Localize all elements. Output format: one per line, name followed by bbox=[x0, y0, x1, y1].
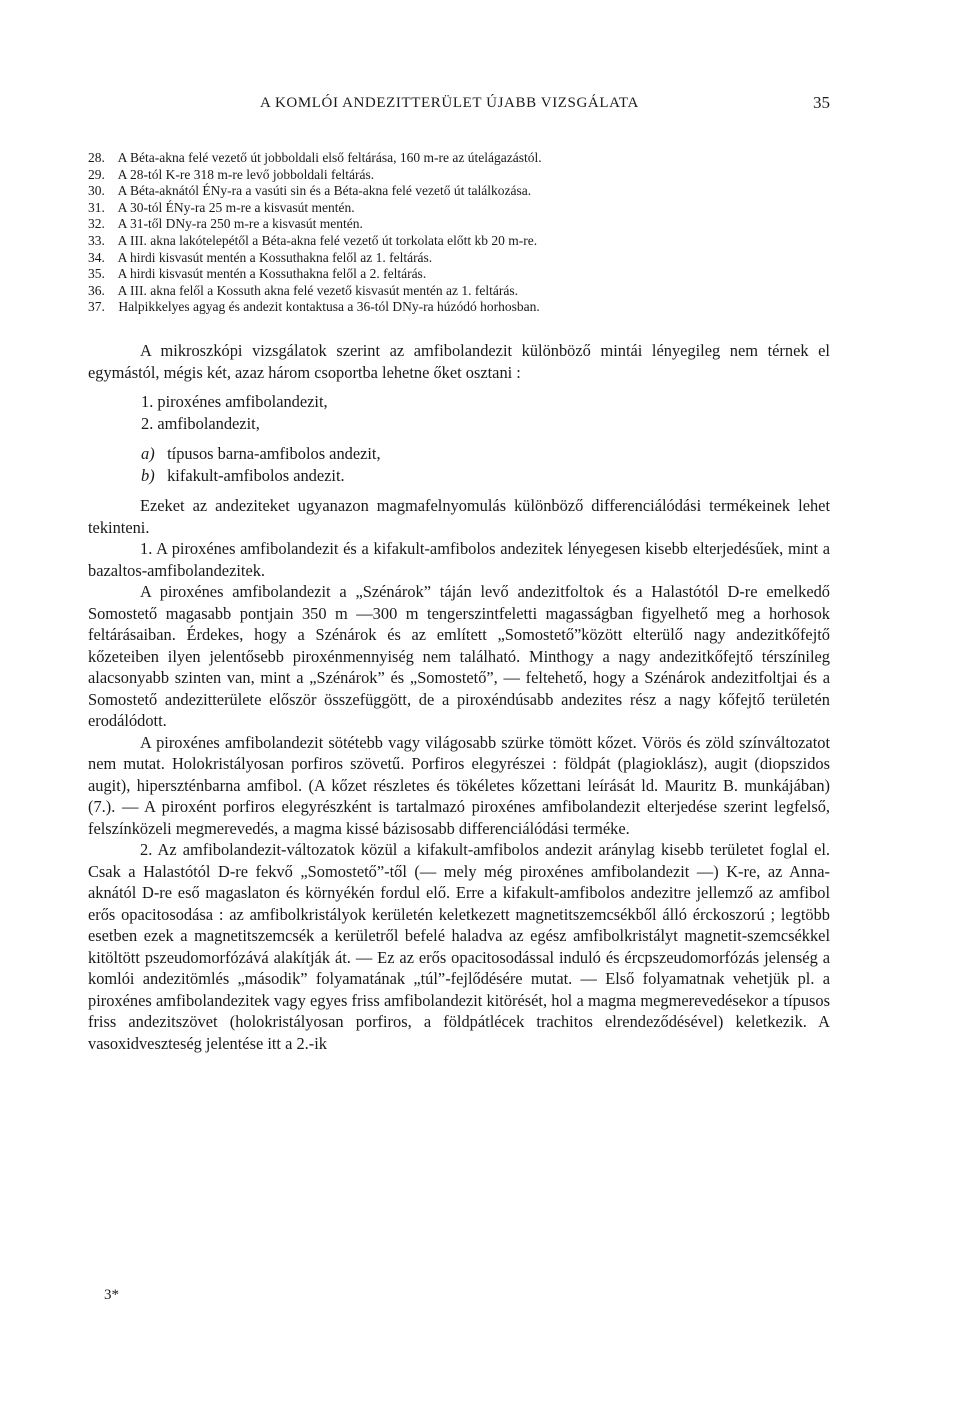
list-item bbox=[88, 266, 830, 283]
list-item bbox=[88, 283, 830, 300]
enum-item-1: 1. piroxénes amfibolandezit, bbox=[141, 392, 328, 411]
site-number: 33. bbox=[88, 232, 105, 248]
list-item bbox=[88, 150, 830, 167]
site-number: 31. bbox=[88, 199, 105, 215]
paragraph-szenarok: A piroxénes amfibolandezit a „Szénárok” táján levő andezitfoltok és a Halastótól D-re emelkedő Somostető magasabb pontjain 350 m —300 m tengerszintfeletti magasságban figyelhető meg a horhosok feltárásaiban. Érdekes, hogy a Szénárok és az említett „Somostető”között elterülő nagy andezitkőfejtő kőzeteiben ilyen jelentősebb piroxénmennyiség nem található. Minthogy a nagy andezitkőfejtő térszínileg alacsonyabb szinten van, mint a „Szénárok” és „Somostető”, — feltehető, hogy a Szénárok andezitfoltjai és a Somostető andezitterülete először összefüggött, de a piroxéndúsabb andezites rész a nagy kőfejtő területén erodálódott. bbox=[88, 582, 830, 730]
site-description: Halpikkelyes agyag és andezit kontaktusa a 36-tól DNy-ra húzódó horhosban. bbox=[118, 299, 540, 315]
site-description: A Béta-akna felé vezető út jobboldali első feltárása, 160 m-re az útelágazástól. bbox=[117, 150, 542, 165]
subitem-mark-a: a) bbox=[141, 444, 155, 463]
site-number: 35. bbox=[88, 266, 105, 282]
list-item bbox=[88, 250, 830, 267]
body-text bbox=[88, 340, 830, 1054]
paragraph-intro: A mikroszkópi vizsgálatok szerint az amfibolandezit különböző mintái lényegileg nem térnek el egymástól, mégis két, azaz három csoportba lehetne őket osztani : bbox=[88, 341, 830, 382]
subitem-text-b: kifakult-amfibolos andezit. bbox=[167, 465, 345, 485]
site-number: 28. bbox=[88, 150, 105, 165]
site-description: A hirdi kisvasút mentén a Kossuthakna felől az 1. feltárás. bbox=[117, 249, 433, 265]
site-description: A III. akna lakótelepétől a Béta-akna felé vezető út torkolata előtt kb 20 m-re. bbox=[117, 232, 538, 248]
site-number: 32. bbox=[88, 216, 105, 232]
site-number: 34. bbox=[88, 249, 105, 265]
site-list bbox=[88, 150, 830, 316]
list-item bbox=[88, 216, 830, 233]
site-description: A hirdi kisvasút mentén a Kossuthakna felől a 2. feltárás. bbox=[117, 266, 427, 282]
enum-subitem-a bbox=[88, 443, 830, 465]
enum-item-2: 2. amfibolandezit, bbox=[141, 413, 260, 433]
list-item bbox=[88, 183, 830, 200]
site-number: 30. bbox=[88, 183, 105, 199]
paragraph-rock-description: A piroxénes amfibolandezit sötétebb vagy világosabb szürke tömött kőzet. Vörös és zöld színváltozatot nem mutat. Holokristályosan porfiros szövetű. Porfiros elegyrészei : földpát (plagioklász), augit (diopszidos augit), hiperszténbarna amfibol. (A kőzet részletes és tökéletes kőzettani leírását ld. Mauritz B. munkájában) (7.). — A piroxént porfiros elegyrészként is tartalmazó piroxénes amfibolandezit elterjedése szerint legfelső, felszínközeli megmerevedés, a magma kissé bázisosabb differenciálódási terméke. bbox=[88, 732, 830, 838]
site-description: A 28-tól K-re 318 m-re levő jobboldali feltárás. bbox=[117, 166, 375, 182]
subitem-mark-b: b) bbox=[141, 465, 155, 485]
paragraph-section-2: 2. Az amfibolandezit-változatok közül a kifakult-amfibolos andezit aránylag kisebb területet foglal el. Csak a Halastótól D-re fekvő „Somostető”-től (— mely még piroxénes amfibolandezit —) K-re, az Anna-aknától D-re eső magaslaton és környékén fordul elő. Erre a kifakult-amfibolos andezitre jellemző az amfibol erős opacitosodása : az amfibolkristályok kerületén keletkezett magnetitszemcsékből álló érckoszorú ; legtöbb esetben ezek a magnetitszemcsék a kerületről befelé haladva az egész amfibolkristályt magnetit-szemcsékkel kitöltött pszeudomorfózává alakítják át. — Ez az erős opacitosodással induló és ércpszeudomorfózás jelenség a komlói andezitömlés „második” folyamatának „túl”-fejlődésére mutat. — Első folyamatnak vehetjük pl. a piroxénes amfibolandezitek vagy egyes friss amfibolandezit kitörését, hol a magma megmerevedésekor a típusos friss andezitszövet (holokristályosan porfiros, a földpátlécek trachitos elrendeződésével) keletkezik. A vasoxidveszteség jelentése itt a 2.-ik bbox=[88, 840, 830, 1053]
list-item bbox=[88, 233, 830, 250]
signature-mark: 3* bbox=[104, 1287, 119, 1303]
subitem-text-a: típusos barna-amfibolos andezit, bbox=[167, 444, 381, 463]
site-number: 36. bbox=[88, 282, 105, 298]
site-description: A III. akna felől a Kossuth akna felé vezető kisvasút mentén az 1. feltárás. bbox=[117, 282, 518, 298]
site-number: 37. bbox=[88, 299, 105, 315]
page-number: 35 bbox=[813, 93, 830, 112]
paragraph-differentiation: Ezeket az andeziteket ugyanazon magmafelnyomulás különböző differenciálódási termékeinek lehet tekinteni. bbox=[88, 496, 830, 537]
running-title: A KOMLÓI ANDEZITTERÜLET ÚJABB VIZSGÁLATA bbox=[260, 95, 639, 111]
site-number: 29. bbox=[88, 166, 105, 182]
site-description: A 30-tól ÉNy-ra 25 m-re a kisvasút mentén. bbox=[117, 199, 355, 215]
list-item bbox=[88, 299, 830, 316]
site-description: A Béta-aknától ÉNy-ra a vasúti sin és a Béta-akna felé vezető út találkozása. bbox=[117, 183, 532, 199]
list-item bbox=[88, 167, 830, 184]
running-header bbox=[88, 93, 830, 117]
list-item bbox=[88, 200, 830, 217]
site-description: A 31-től DNy-ra 250 m-re a kisvasút mentén. bbox=[117, 216, 363, 232]
enum-subitem-b bbox=[88, 465, 830, 487]
paragraph-section-1: 1. A piroxénes amfibolandezit és a kifakult-amfibolos andezitek lényegesen kisebb elterjedésűek, mint a bazaltos-amfibolandezitek. bbox=[88, 539, 830, 580]
